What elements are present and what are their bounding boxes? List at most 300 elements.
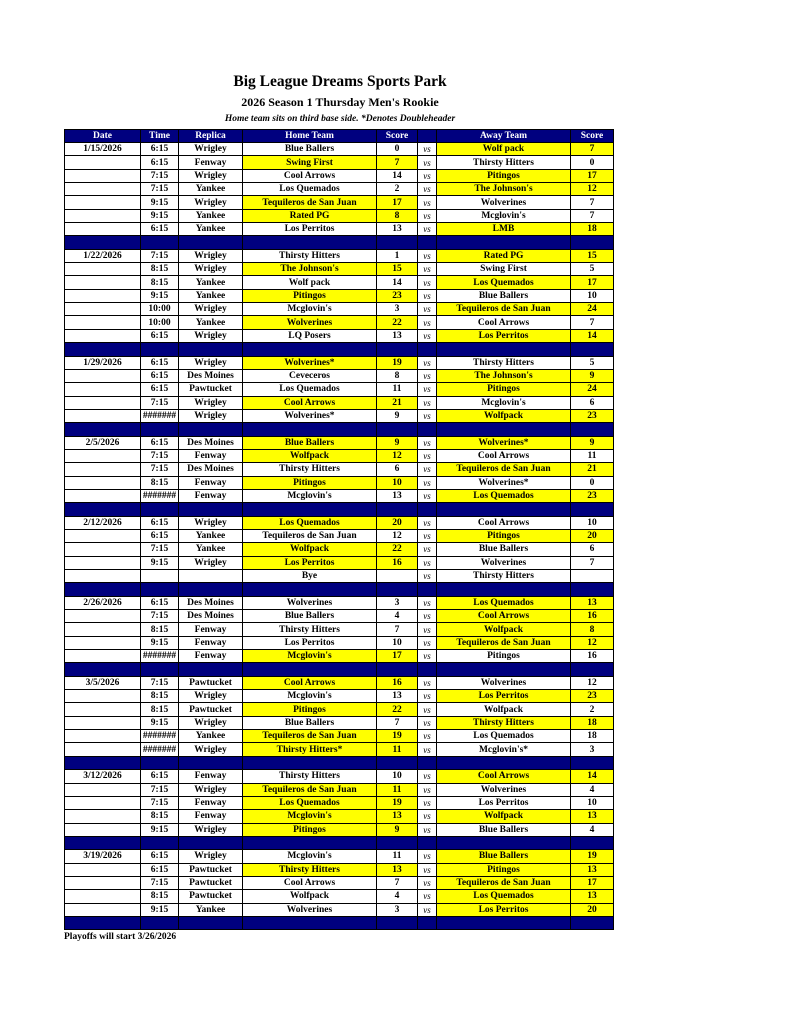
table-row — [65, 623, 614, 636]
home-score-cell: 9 — [377, 436, 418, 449]
home-team-cell: Wolfpack — [243, 543, 377, 556]
away-team-cell: Wolfpack — [437, 810, 571, 823]
home-score-cell: 8 — [377, 369, 418, 382]
time-cell: 8:15 — [141, 703, 179, 716]
time-cell: 8:15 — [141, 623, 179, 636]
away-team-cell: Los Perritos — [437, 903, 571, 916]
vs-cell: vs — [418, 556, 437, 569]
away-score-cell: 13 — [571, 890, 614, 903]
time-cell: 7:15 — [141, 543, 179, 556]
home-score-cell: 10 — [377, 636, 418, 649]
vs-cell: vs — [418, 169, 437, 182]
away-score-cell: 15 — [571, 249, 614, 262]
away-score-cell: 12 — [571, 636, 614, 649]
table-row — [65, 650, 614, 663]
separator-cell — [243, 343, 377, 356]
vs-cell: vs — [418, 596, 437, 609]
separator-cell — [179, 836, 243, 849]
separator-cell — [437, 836, 571, 849]
time-cell: 8:15 — [141, 276, 179, 289]
home-score-cell: 12 — [377, 449, 418, 462]
home-score-cell: 14 — [377, 169, 418, 182]
separator-cell — [243, 503, 377, 516]
replica-cell: Pawtucket — [179, 383, 243, 396]
home-team-cell: Tequileros de San Juan — [243, 730, 377, 743]
replica-cell: Wrigley — [179, 329, 243, 342]
away-team-cell: The Johnson's — [437, 369, 571, 382]
away-score-cell: 24 — [571, 383, 614, 396]
table-row — [65, 556, 614, 569]
vs-cell: vs — [418, 329, 437, 342]
replica-cell: Pawtucket — [179, 703, 243, 716]
time-cell: 8:15 — [141, 263, 179, 276]
vs-cell: vs — [418, 716, 437, 729]
home-team-cell: Wolfpack — [243, 890, 377, 903]
away-team-cell: Blue Ballers — [437, 289, 571, 302]
time-cell: 9:15 — [141, 196, 179, 209]
date-cell — [65, 196, 141, 209]
separator-cell — [65, 423, 141, 436]
separator-cell — [141, 236, 179, 249]
away-team-cell: Los Quemados — [437, 276, 571, 289]
home-score-cell: 19 — [377, 356, 418, 369]
date-cell — [65, 383, 141, 396]
vs-cell: vs — [418, 276, 437, 289]
table-row — [65, 196, 614, 209]
table-row — [65, 249, 614, 262]
replica-cell: Pawtucket — [179, 890, 243, 903]
away-team-cell: Wolf pack — [437, 143, 571, 156]
replica-cell: Wrigley — [179, 556, 243, 569]
away-team-cell: Wolverines — [437, 783, 571, 796]
time-cell: 8:15 — [141, 476, 179, 489]
replica-cell: Fenway — [179, 623, 243, 636]
col-header-home-score: Score — [377, 130, 418, 143]
home-team-cell: Blue Ballers — [243, 610, 377, 623]
separator-cell — [377, 663, 418, 676]
date-cell — [65, 329, 141, 342]
home-score-cell: 10 — [377, 476, 418, 489]
date-cell — [65, 449, 141, 462]
home-team-cell: Los Quemados — [243, 183, 377, 196]
separator-cell — [141, 836, 179, 849]
separator-cell — [571, 583, 614, 596]
replica-cell: Wrigley — [179, 409, 243, 422]
date-cell — [65, 529, 141, 542]
home-team-cell: Swing First — [243, 156, 377, 169]
replica-cell: Fenway — [179, 810, 243, 823]
time-cell: 7:15 — [141, 183, 179, 196]
table-row — [65, 676, 614, 689]
table-row — [65, 596, 614, 609]
away-score-cell: 8 — [571, 623, 614, 636]
replica-cell: Wrigley — [179, 356, 243, 369]
table-row — [65, 276, 614, 289]
home-team-cell: Blue Ballers — [243, 143, 377, 156]
date-cell — [65, 743, 141, 756]
home-team-cell: Mcglovin's — [243, 850, 377, 863]
time-cell: 9:15 — [141, 716, 179, 729]
separator-cell — [418, 583, 437, 596]
separator-cell — [418, 236, 437, 249]
separator-cell — [65, 343, 141, 356]
home-score-cell: 11 — [377, 783, 418, 796]
away-score-cell: 7 — [571, 143, 614, 156]
time-cell: ####### — [141, 489, 179, 502]
date-cell — [65, 650, 141, 663]
vs-cell: vs — [418, 783, 437, 796]
home-team-cell: Tequileros de San Juan — [243, 783, 377, 796]
away-team-cell: Wolverines* — [437, 436, 571, 449]
home-team-cell: Thirsty Hitters — [243, 249, 377, 262]
date-cell — [65, 409, 141, 422]
vs-cell: vs — [418, 730, 437, 743]
table-row — [65, 610, 614, 623]
separator-cell — [141, 343, 179, 356]
away-score-cell: 10 — [571, 516, 614, 529]
away-team-cell: LMB — [437, 223, 571, 236]
away-score-cell: 18 — [571, 716, 614, 729]
table-row — [65, 543, 614, 556]
separator-cell — [571, 663, 614, 676]
away-team-cell: Los Quemados — [437, 730, 571, 743]
col-header-vs — [418, 130, 437, 143]
home-team-cell: Wolf pack — [243, 276, 377, 289]
away-team-cell: Wolverines — [437, 556, 571, 569]
vs-cell: vs — [418, 196, 437, 209]
time-cell: 7:15 — [141, 249, 179, 262]
away-team-cell: Los Perritos — [437, 690, 571, 703]
home-score-cell: 21 — [377, 396, 418, 409]
home-team-cell: Blue Ballers — [243, 436, 377, 449]
separator-cell — [377, 836, 418, 849]
replica-cell: Wrigley — [179, 169, 243, 182]
date-cell — [65, 796, 141, 809]
separator-cell — [141, 756, 179, 769]
home-score-cell: 13 — [377, 690, 418, 703]
separator-cell — [571, 423, 614, 436]
separator-cell — [377, 916, 418, 929]
table-row — [65, 436, 614, 449]
date-cell — [65, 303, 141, 316]
week-separator-row — [65, 916, 614, 929]
away-score-cell: 18 — [571, 223, 614, 236]
week-separator-row — [65, 756, 614, 769]
home-team-cell: Mcglovin's — [243, 303, 377, 316]
table-row — [65, 449, 614, 462]
home-team-cell: Ceveceros — [243, 369, 377, 382]
home-score-cell: 20 — [377, 516, 418, 529]
table-row — [65, 209, 614, 222]
date-cell — [65, 263, 141, 276]
replica-cell: Pawtucket — [179, 676, 243, 689]
time-cell: 7:15 — [141, 610, 179, 623]
replica-cell: Wrigley — [179, 263, 243, 276]
separator-cell — [437, 423, 571, 436]
home-team-cell: Wolverines — [243, 903, 377, 916]
home-score-cell: 17 — [377, 650, 418, 663]
away-team-cell: Thirsty Hitters — [437, 570, 571, 583]
home-team-cell: Blue Ballers — [243, 716, 377, 729]
replica-cell: Wrigley — [179, 516, 243, 529]
away-score-cell: 7 — [571, 556, 614, 569]
away-team-cell: Mcglovin's* — [437, 743, 571, 756]
away-score-cell: 0 — [571, 476, 614, 489]
separator-cell — [418, 503, 437, 516]
table-row — [65, 396, 614, 409]
page-title: Big League Dreams Sports Park — [233, 73, 447, 90]
away-team-cell: Swing First — [437, 263, 571, 276]
page-note: Home team sits on third base side. *Denotes Doubleheader — [224, 114, 456, 124]
separator-cell — [437, 663, 571, 676]
vs-cell: vs — [418, 890, 437, 903]
away-score-cell: 17 — [571, 276, 614, 289]
away-score-cell: 17 — [571, 876, 614, 889]
vs-cell: vs — [418, 489, 437, 502]
away-team-cell: Wolfpack — [437, 703, 571, 716]
separator-cell — [141, 583, 179, 596]
separator-cell — [65, 503, 141, 516]
away-team-cell: Wolfpack — [437, 623, 571, 636]
vs-cell: vs — [418, 703, 437, 716]
home-team-cell: Cool Arrows — [243, 876, 377, 889]
schedule-table — [64, 129, 614, 930]
away-team-cell: Thirsty Hitters — [437, 156, 571, 169]
home-team-cell: Los Perritos — [243, 556, 377, 569]
away-team-cell: Tequileros de San Juan — [437, 636, 571, 649]
home-team-cell: Los Quemados — [243, 516, 377, 529]
replica-cell: Des Moines — [179, 610, 243, 623]
date-cell — [65, 476, 141, 489]
week-separator-row — [65, 836, 614, 849]
time-cell: ####### — [141, 743, 179, 756]
away-score-cell: 13 — [571, 810, 614, 823]
home-score-cell: 10 — [377, 770, 418, 783]
vs-cell: vs — [418, 249, 437, 262]
table-row — [65, 303, 614, 316]
date-cell — [65, 489, 141, 502]
home-score-cell: 23 — [377, 289, 418, 302]
replica-cell: Fenway — [179, 770, 243, 783]
date-cell — [65, 690, 141, 703]
home-score-cell: 15 — [377, 263, 418, 276]
home-score-cell: 11 — [377, 850, 418, 863]
away-score-cell: 7 — [571, 316, 614, 329]
separator-cell — [243, 423, 377, 436]
page-subtitle: 2026 Season 1 Thursday Men's Rookie — [241, 95, 439, 109]
away-score-cell: 23 — [571, 409, 614, 422]
separator-cell — [65, 756, 141, 769]
time-cell — [141, 570, 179, 583]
home-team-cell: Rated PG — [243, 209, 377, 222]
date-cell — [65, 289, 141, 302]
away-team-cell: Blue Ballers — [437, 543, 571, 556]
time-cell: 6:15 — [141, 383, 179, 396]
home-score-cell: 7 — [377, 876, 418, 889]
replica-cell: Wrigley — [179, 249, 243, 262]
vs-cell: vs — [418, 876, 437, 889]
home-team-cell: LQ Posers — [243, 329, 377, 342]
col-header-away-team: Away Team — [437, 130, 571, 143]
time-cell: 6:15 — [141, 223, 179, 236]
replica-cell: Yankee — [179, 209, 243, 222]
separator-cell — [65, 916, 141, 929]
week-separator-row — [65, 423, 614, 436]
away-score-cell: 7 — [571, 209, 614, 222]
date-cell — [65, 156, 141, 169]
away-team-cell: Mcglovin's — [437, 209, 571, 222]
away-team-cell: Wolfpack — [437, 409, 571, 422]
home-score-cell: 22 — [377, 316, 418, 329]
home-team-cell: Thirsty Hitters — [243, 770, 377, 783]
home-team-cell: Tequileros de San Juan — [243, 529, 377, 542]
time-cell: 6:15 — [141, 356, 179, 369]
time-cell: 10:00 — [141, 303, 179, 316]
home-score-cell: 12 — [377, 529, 418, 542]
separator-cell — [437, 343, 571, 356]
away-team-cell: Los Quemados — [437, 489, 571, 502]
separator-cell — [418, 343, 437, 356]
time-cell: 6:15 — [141, 156, 179, 169]
replica-cell: Fenway — [179, 156, 243, 169]
table-row — [65, 783, 614, 796]
away-team-cell: Los Perritos — [437, 329, 571, 342]
away-score-cell: 17 — [571, 169, 614, 182]
table-row — [65, 863, 614, 876]
vs-cell: vs — [418, 356, 437, 369]
home-team-cell: Wolfpack — [243, 449, 377, 462]
replica-cell: Des Moines — [179, 596, 243, 609]
away-score-cell: 2 — [571, 703, 614, 716]
home-score-cell: 7 — [377, 156, 418, 169]
table-row — [65, 796, 614, 809]
date-cell — [65, 636, 141, 649]
week-separator-row — [65, 663, 614, 676]
separator-cell — [571, 503, 614, 516]
vs-cell: vs — [418, 636, 437, 649]
replica-cell: Wrigley — [179, 743, 243, 756]
time-cell: 9:15 — [141, 209, 179, 222]
away-team-cell: Cool Arrows — [437, 516, 571, 529]
away-team-cell: Cool Arrows — [437, 610, 571, 623]
away-team-cell: Pitingos — [437, 169, 571, 182]
replica-cell: Fenway — [179, 476, 243, 489]
home-score-cell: 3 — [377, 596, 418, 609]
table-row — [65, 743, 614, 756]
home-score-cell — [377, 570, 418, 583]
away-score-cell: 5 — [571, 356, 614, 369]
replica-cell: Yankee — [179, 529, 243, 542]
time-cell: 6:15 — [141, 863, 179, 876]
vs-cell: vs — [418, 409, 437, 422]
table-row — [65, 890, 614, 903]
date-cell — [65, 903, 141, 916]
replica-cell: Des Moines — [179, 436, 243, 449]
table-row — [65, 703, 614, 716]
home-score-cell: 14 — [377, 276, 418, 289]
date-cell: 3/19/2026 — [65, 850, 141, 863]
time-cell: 7:15 — [141, 783, 179, 796]
vs-cell: vs — [418, 183, 437, 196]
away-score-cell: 10 — [571, 289, 614, 302]
away-team-cell: Pitingos — [437, 529, 571, 542]
separator-cell — [418, 836, 437, 849]
home-team-cell: Pitingos — [243, 823, 377, 836]
home-score-cell: 19 — [377, 730, 418, 743]
col-header-home-team: Home Team — [243, 130, 377, 143]
away-score-cell: 9 — [571, 369, 614, 382]
home-team-cell: Wolverines — [243, 316, 377, 329]
away-score-cell: 20 — [571, 903, 614, 916]
separator-cell — [65, 583, 141, 596]
replica-cell: Wrigley — [179, 823, 243, 836]
time-cell: 9:15 — [141, 556, 179, 569]
vs-cell: vs — [418, 143, 437, 156]
replica-cell: Yankee — [179, 316, 243, 329]
table-row — [65, 383, 614, 396]
away-score-cell: 18 — [571, 730, 614, 743]
home-score-cell: 9 — [377, 823, 418, 836]
separator-cell — [243, 583, 377, 596]
away-score-cell: 20 — [571, 529, 614, 542]
home-score-cell: 1 — [377, 249, 418, 262]
time-cell: 9:15 — [141, 636, 179, 649]
vs-cell: vs — [418, 543, 437, 556]
away-team-cell: Thirsty Hitters — [437, 356, 571, 369]
table-row — [65, 223, 614, 236]
vs-cell: vs — [418, 903, 437, 916]
away-team-cell: Wolverines — [437, 676, 571, 689]
separator-cell — [243, 756, 377, 769]
time-cell: 7:15 — [141, 463, 179, 476]
table-row — [65, 489, 614, 502]
table-row — [65, 143, 614, 156]
separator-cell — [243, 916, 377, 929]
table-row — [65, 516, 614, 529]
date-cell — [65, 783, 141, 796]
table-row — [65, 529, 614, 542]
time-cell: 8:15 — [141, 890, 179, 903]
time-cell: 6:15 — [141, 850, 179, 863]
date-cell: 3/12/2026 — [65, 770, 141, 783]
home-score-cell: 7 — [377, 716, 418, 729]
date-cell: 1/29/2026 — [65, 356, 141, 369]
separator-cell — [179, 916, 243, 929]
home-score-cell: 22 — [377, 543, 418, 556]
separator-cell — [141, 503, 179, 516]
home-score-cell: 4 — [377, 610, 418, 623]
away-score-cell: 13 — [571, 863, 614, 876]
separator-cell — [179, 343, 243, 356]
replica-cell: Wrigley — [179, 850, 243, 863]
away-score-cell: 3 — [571, 743, 614, 756]
date-cell — [65, 223, 141, 236]
home-team-cell: Wolverines* — [243, 356, 377, 369]
table-row — [65, 463, 614, 476]
date-cell — [65, 863, 141, 876]
away-team-cell: Tequileros de San Juan — [437, 303, 571, 316]
away-score-cell: 13 — [571, 596, 614, 609]
home-team-cell: Los Perritos — [243, 223, 377, 236]
date-cell — [65, 276, 141, 289]
home-score-cell: 16 — [377, 676, 418, 689]
week-separator-row — [65, 236, 614, 249]
away-score-cell: 0 — [571, 156, 614, 169]
away-team-cell: Tequileros de San Juan — [437, 463, 571, 476]
separator-cell — [437, 236, 571, 249]
home-score-cell: 16 — [377, 556, 418, 569]
away-score-cell: 23 — [571, 690, 614, 703]
